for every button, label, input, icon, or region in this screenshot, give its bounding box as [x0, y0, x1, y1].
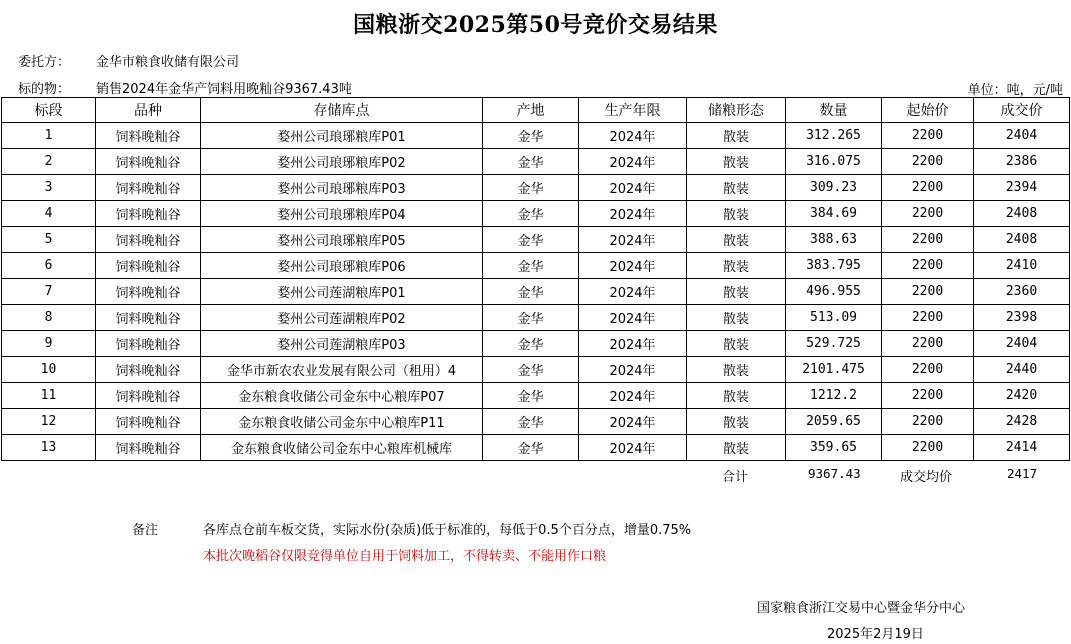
cell-variety: 饲料晚籼谷	[96, 409, 201, 435]
cell-quantity: 496.955	[786, 279, 882, 305]
column-header-deal-price: 成交价	[974, 98, 1070, 123]
cell-start-price: 2200	[882, 149, 974, 175]
cell-deal-price: 2394	[974, 175, 1070, 201]
cell-deal-price: 2404	[974, 123, 1070, 149]
cell-origin: 金华	[483, 253, 579, 279]
cell-lot: 8	[2, 305, 96, 331]
cell-year: 2024年	[579, 331, 687, 357]
cell-quantity: 1212.2	[786, 383, 882, 409]
cell-variety: 饲料晚籼谷	[96, 227, 201, 253]
cell-start-price: 2200	[882, 201, 974, 227]
cell-quantity: 316.075	[786, 149, 882, 175]
cell-storage-form: 散装	[687, 201, 786, 227]
cell-warehouse: 金东粮食收储公司金东中心粮库机械库	[201, 435, 483, 461]
cell-origin: 金华	[483, 123, 579, 149]
cell-quantity: 2059.65	[786, 409, 882, 435]
cell-warehouse: 金东粮食收储公司金东中心粮库P11	[201, 409, 483, 435]
cell-warehouse: 婺州公司琅琊粮库P03	[201, 175, 483, 201]
cell-warehouse: 婺州公司琅琊粮库P05	[201, 227, 483, 253]
cell-start-price: 2200	[882, 357, 974, 383]
cell-storage-form: 散装	[687, 357, 786, 383]
table-row	[2, 149, 1070, 175]
cell-year: 2024年	[579, 383, 687, 409]
cell-start-price: 2200	[882, 123, 974, 149]
cell-storage-form: 散装	[687, 331, 786, 357]
client-value: 金华市粮食收储有限公司	[96, 55, 240, 70]
cell-variety: 饲料晚籼谷	[96, 175, 201, 201]
footer-organization: 国家粮食浙江交易中心暨金华分中心	[757, 601, 966, 616]
client-label: 委托方：	[18, 55, 71, 70]
cell-deal-price: 2360	[974, 279, 1070, 305]
cell-start-price: 2200	[882, 227, 974, 253]
cell-warehouse: 婺州公司莲湖粮库P02	[201, 305, 483, 331]
cell-lot: 1	[2, 123, 96, 149]
cell-deal-price: 2398	[974, 305, 1070, 331]
cell-start-price: 2200	[882, 305, 974, 331]
cell-origin: 金华	[483, 383, 579, 409]
cell-lot: 10	[2, 357, 96, 383]
column-header-warehouse: 存储库点	[201, 98, 483, 123]
notes-label: 备注	[132, 523, 159, 538]
cell-deal-price: 2420	[974, 383, 1070, 409]
cell-warehouse: 金东粮食收储公司金东中心粮库P07	[201, 383, 483, 409]
cell-lot: 9	[2, 331, 96, 357]
cell-lot: 7	[2, 279, 96, 305]
cell-start-price: 2200	[882, 279, 974, 305]
cell-quantity: 529.725	[786, 331, 882, 357]
table-row	[2, 305, 1070, 331]
cell-lot: 4	[2, 201, 96, 227]
cell-storage-form: 散装	[687, 409, 786, 435]
cell-start-price: 2200	[882, 175, 974, 201]
column-header-quantity: 数量	[786, 98, 882, 123]
cell-quantity: 513.09	[786, 305, 882, 331]
table-row	[2, 253, 1070, 279]
cell-warehouse: 婺州公司莲湖粮库P03	[201, 331, 483, 357]
client-row	[18, 51, 239, 70]
cell-storage-form: 散装	[687, 149, 786, 175]
cell-year: 2024年	[579, 435, 687, 461]
column-header-variety: 品种	[96, 98, 201, 123]
cell-storage-form: 散装	[687, 383, 786, 409]
table-row	[2, 435, 1070, 461]
cell-year: 2024年	[579, 357, 687, 383]
table-row	[2, 383, 1070, 409]
cell-deal-price: 2408	[974, 201, 1070, 227]
cell-variety: 饲料晚籼谷	[96, 435, 201, 461]
cell-origin: 金华	[483, 357, 579, 383]
cell-storage-form: 散装	[687, 305, 786, 331]
total-label: 合计	[722, 470, 749, 485]
average-price-value: 2417	[1007, 466, 1038, 481]
cell-year: 2024年	[579, 149, 687, 175]
column-header-lot: 标段	[2, 98, 96, 123]
column-header-year: 生产年限	[579, 98, 687, 123]
table-row	[2, 279, 1070, 305]
cell-lot: 3	[2, 175, 96, 201]
cell-origin: 金华	[483, 305, 579, 331]
cell-quantity: 359.65	[786, 435, 882, 461]
cell-year: 2024年	[579, 305, 687, 331]
cell-deal-price: 2414	[974, 435, 1070, 461]
cell-lot: 12	[2, 409, 96, 435]
table-row	[2, 175, 1070, 201]
cell-origin: 金华	[483, 435, 579, 461]
cell-deal-price: 2428	[974, 409, 1070, 435]
subject-row	[18, 78, 352, 97]
table-body	[2, 123, 1070, 461]
cell-variety: 饲料晚籼谷	[96, 149, 201, 175]
cell-origin: 金华	[483, 279, 579, 305]
cell-warehouse: 婺州公司琅琊粮库P02	[201, 149, 483, 175]
cell-year: 2024年	[579, 227, 687, 253]
column-header-origin: 产地	[483, 98, 579, 123]
cell-year: 2024年	[579, 175, 687, 201]
notes-line-2: 本批次晚稻谷仅限竞得单位自用于饲料加工，不得转卖、不能用作口粮	[203, 549, 607, 564]
unit-label: 单位：吨，元/吨	[967, 83, 1063, 98]
document-title: 国粮浙交2025第50号竞价交易结果	[353, 12, 718, 38]
cell-warehouse: 婺州公司琅琊粮库P06	[201, 253, 483, 279]
cell-year: 2024年	[579, 253, 687, 279]
column-header-storage-form: 储粮形态	[687, 98, 786, 123]
cell-start-price: 2200	[882, 383, 974, 409]
table-row	[2, 357, 1070, 383]
cell-origin: 金华	[483, 175, 579, 201]
subject-label: 标的物：	[18, 82, 71, 97]
cell-start-price: 2200	[882, 409, 974, 435]
cell-storage-form: 散装	[687, 227, 786, 253]
cell-variety: 饲料晚籼谷	[96, 123, 201, 149]
cell-warehouse: 婺州公司莲湖粮库P01	[201, 279, 483, 305]
cell-deal-price: 2440	[974, 357, 1070, 383]
table-row	[2, 201, 1070, 227]
cell-lot: 13	[2, 435, 96, 461]
cell-start-price: 2200	[882, 331, 974, 357]
table-row	[2, 227, 1070, 253]
cell-storage-form: 散装	[687, 175, 786, 201]
cell-deal-price: 2386	[974, 149, 1070, 175]
cell-variety: 饲料晚籼谷	[96, 331, 201, 357]
total-quantity: 9367.43	[808, 466, 861, 481]
cell-lot: 6	[2, 253, 96, 279]
cell-quantity: 2101.475	[786, 357, 882, 383]
table-row	[2, 409, 1070, 435]
cell-warehouse: 金华市新农农业发展有限公司（租用）4	[201, 357, 483, 383]
cell-variety: 饲料晚籼谷	[96, 253, 201, 279]
column-header-start-price: 起始价	[882, 98, 974, 123]
cell-variety: 饲料晚籼谷	[96, 383, 201, 409]
cell-origin: 金华	[483, 331, 579, 357]
footer-date: 2025年2月19日	[827, 627, 924, 642]
average-price-label: 成交均价	[900, 470, 953, 485]
cell-deal-price: 2410	[974, 253, 1070, 279]
cell-deal-price: 2404	[974, 331, 1070, 357]
cell-warehouse: 婺州公司琅琊粮库P01	[201, 123, 483, 149]
cell-start-price: 2200	[882, 435, 974, 461]
cell-origin: 金华	[483, 409, 579, 435]
cell-quantity: 384.69	[786, 201, 882, 227]
cell-lot: 11	[2, 383, 96, 409]
cell-lot: 2	[2, 149, 96, 175]
cell-warehouse: 婺州公司琅琊粮库P04	[201, 201, 483, 227]
table-row	[2, 331, 1070, 357]
cell-quantity: 388.63	[786, 227, 882, 253]
table-row	[2, 123, 1070, 149]
table-header-row	[2, 98, 1070, 123]
cell-lot: 5	[2, 227, 96, 253]
cell-variety: 饲料晚籼谷	[96, 357, 201, 383]
cell-origin: 金华	[483, 149, 579, 175]
cell-storage-form: 散装	[687, 253, 786, 279]
cell-year: 2024年	[579, 123, 687, 149]
results-table	[1, 97, 1070, 461]
cell-deal-price: 2408	[974, 227, 1070, 253]
cell-storage-form: 散装	[687, 123, 786, 149]
cell-storage-form: 散装	[687, 279, 786, 305]
notes-line-1: 各库点仓前车板交货，实际水份(杂质)低于标准的，每低于0.5个百分点，增量0.75%	[203, 523, 692, 538]
cell-quantity: 312.265	[786, 123, 882, 149]
cell-variety: 饲料晚籼谷	[96, 201, 201, 227]
cell-variety: 饲料晚籼谷	[96, 279, 201, 305]
cell-variety: 饲料晚籼谷	[96, 305, 201, 331]
cell-origin: 金华	[483, 227, 579, 253]
cell-storage-form: 散装	[687, 435, 786, 461]
cell-year: 2024年	[579, 201, 687, 227]
cell-quantity: 383.795	[786, 253, 882, 279]
cell-origin: 金华	[483, 201, 579, 227]
cell-year: 2024年	[579, 279, 687, 305]
subject-value: 销售2024年金华产饲料用晚籼谷9367.43吨	[96, 82, 352, 97]
cell-year: 2024年	[579, 409, 687, 435]
cell-quantity: 309.23	[786, 175, 882, 201]
cell-start-price: 2200	[882, 253, 974, 279]
